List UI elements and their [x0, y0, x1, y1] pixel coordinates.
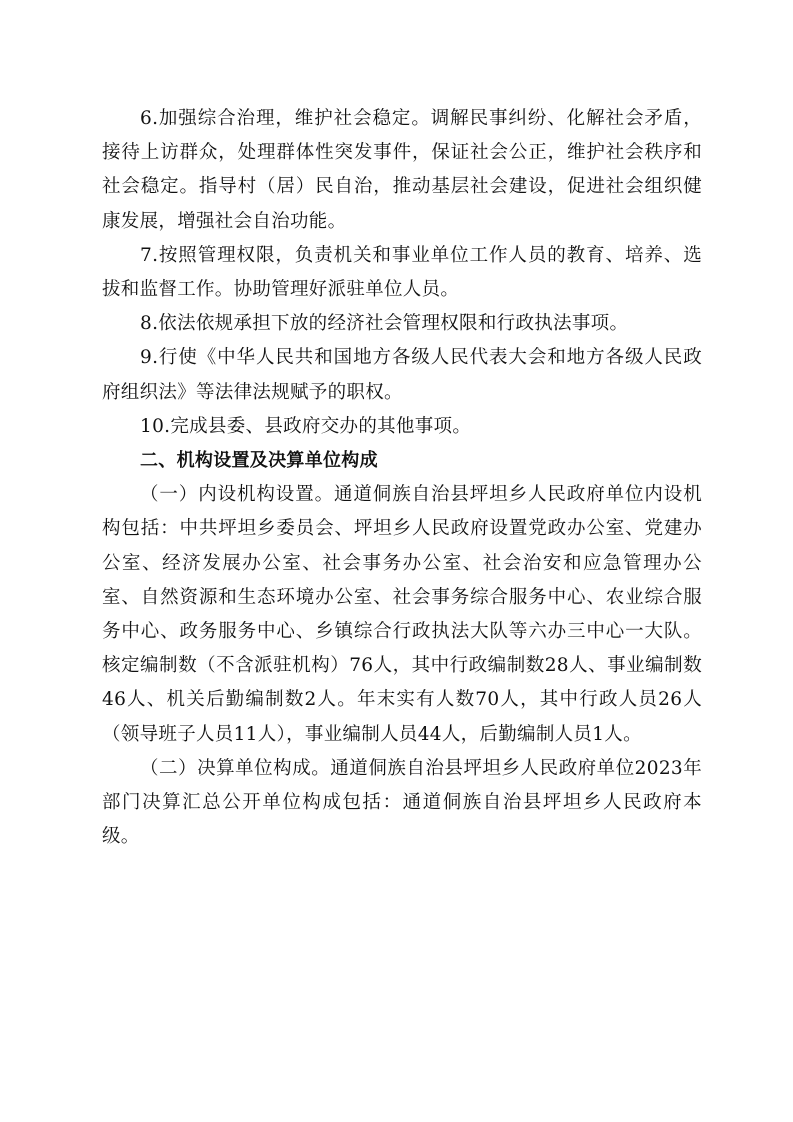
paragraph-internal-structure: （一）内设机构设置。通道侗族自治县坪坦乡人民政府单位内设机构包括：中共坪坦乡委员会、坪坦乡人民政府设置党政办公室、党建办公室、经济发展办公室、社会事务办公室、社会治安和应急管理办公室、自然资源和生态环境办公室、社会事务综合服务中心、农业综合服务中心、政务服务中心、乡镇综合行政执法大队等六办三中心一大队。核定编制数（不含派驻机构）76人，其中行政编制数28人、事业编制数46人、机关后勤编制数2人。年末实有人数70人，其中行政人员26人（领导班子人员11人），事业编制人员44人，后勤编制人员1人。: [102, 484, 702, 745]
paragraph-accounting-units: （二）决算单位构成。通道侗族自治县坪坦乡人民政府单位2023年部门决算汇总公开单位构成包括：通道侗族自治县坪坦乡人民政府本级。: [102, 757, 702, 848]
paragraph-item-6: 6.加强综合治理，维护社会稳定。调解民事纠纷、化解社会矛盾，接待上访群众，处理群体性突发事件，保证社会公正，维护社会秩序和社会稳定。指导村（居）民自治，推动基层社会建设，促进社会组织健康发展，增强社会自治功能。: [102, 108, 702, 232]
paragraph-item-8: 8.依法依规承担下放的经济社会管理权限和行政执法事项。: [140, 313, 629, 335]
paragraph-item-9: 9.行使《中华人民共和国地方各级人民代表大会和地方各级人民政府组织法》等法律法规赋予的职权。: [102, 347, 702, 403]
paragraph-item-7: 7.按照管理权限，负责机关和事业单位工作人员的教育、培养、选拔和监督工作。协助管理好派驻单位人员。: [102, 244, 702, 301]
document-body: [102, 102, 702, 854]
paragraph-item-10: 10.完成县委、县政府交办的其他事项。: [140, 415, 472, 437]
section-heading: 二、机构设置及决算单位构成: [140, 450, 378, 472]
